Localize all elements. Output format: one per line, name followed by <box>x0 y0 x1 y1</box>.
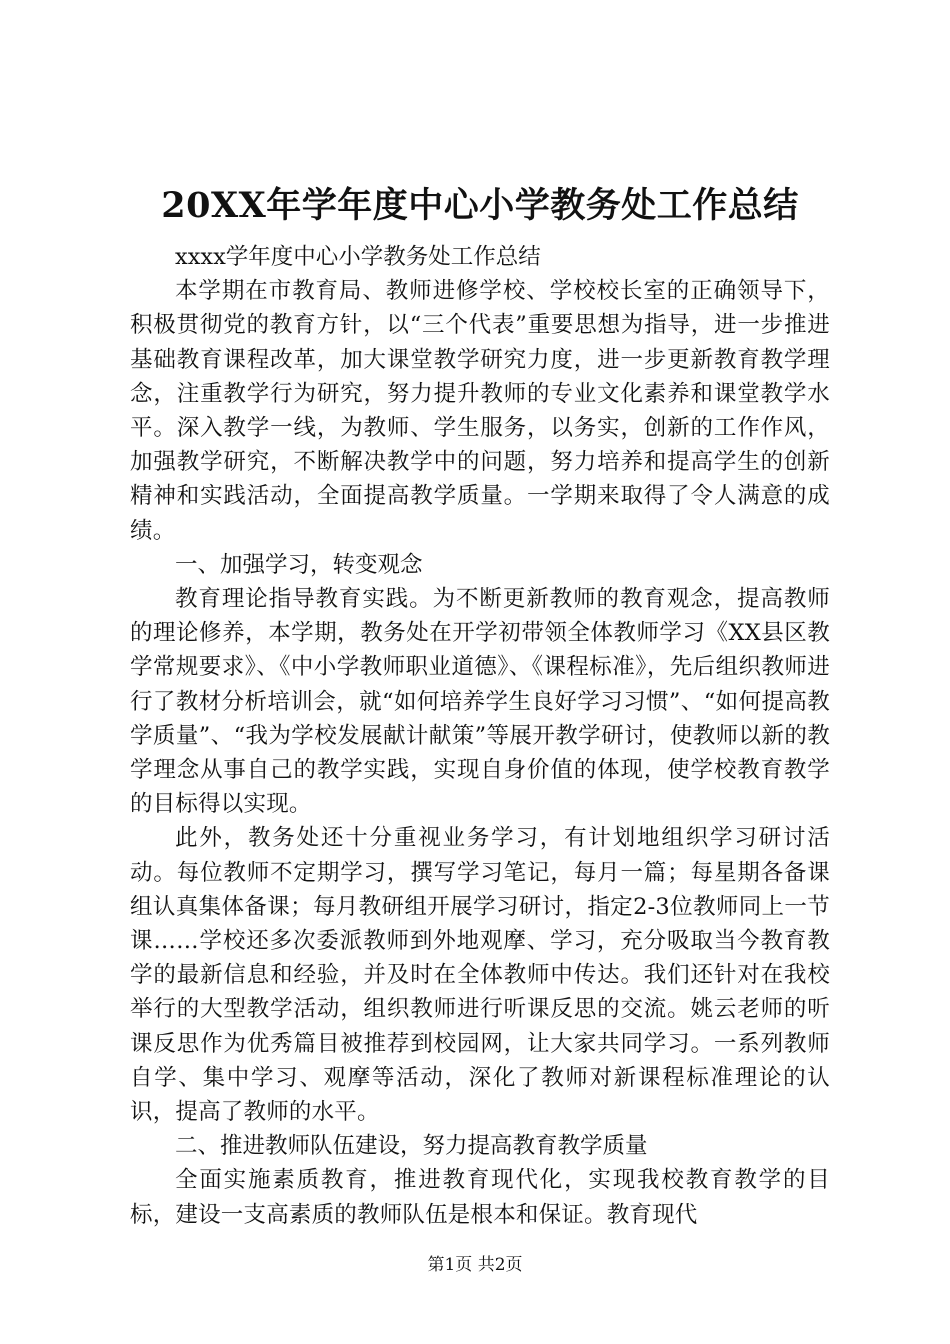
intro-paragraph: 本学期在市教育局、教师进修学校、学校校长室的正确领导下，积极贯彻党的教育方针，以“三个代表”重要思想为指导，进一步推进基础教育课程改革，加大课堂教学研究力度，进一步更新教育教学理念，注重教学行为研究，努力提升教师的专业文化素养和课堂教学水平。深入教学一线，为教师、学生服务，以务实，创新的工作作风，加强教学研究，不断解决教学中的问题，努力培养和提高学生的创新精神和实践活动，全面提高教学质量。一学期来取得了令人满意的成绩。 <box>130 278 830 544</box>
section2-heading: 二、推进教师队伍建设，努力提高教育教学质量 <box>175 1133 648 1160</box>
page-footer: 第1页 共2页 <box>427 1255 523 1275</box>
section1-heading: 一、加强学习，转变观念 <box>175 551 423 578</box>
document-page <box>130 178 830 1232</box>
document-subtitle: xxxx学年度中心小学教务处工作总结 <box>175 244 541 270</box>
section1-paragraph-2: 此外，教务处还十分重视业务学习，有计划地组织学习研讨活动。每位教师不定期学习，撰写学习笔记，每月一篇；每星期各备课组认真集体备课；每月教研组开展学习研讨，指定2-3位教师同上一节课……学校还多次委派教师到外地观摩、学习，充分吸取当今教育教学的最新信息和经验，并及时在全体教师中传达。我们还针对在我校举行的大型教学活动，组织教师进行听课反思的交流。姚云老师的听课反思作为优秀篇目被推荐到校园网，让大家共同学习。一系列教师自学、集中学习、观摩等活动，深化了教师对新课程标准理论的认识，提高了教师的水平。 <box>130 825 830 1126</box>
document-title: 20XX年学年度中心小学教务处工作总结 <box>161 185 799 226</box>
section1-paragraph-1: 教育理论指导教育实践。为不断更新教师的教育观念，提高教师的理论修养，本学期，教务处在开学初带领全体教师学习《XX县区教学常规要求》、《中小学教师职业道德》、《课程标准》，先后组织教师进行了教材分析培训会，就“如何培养学生良好学习习惯”、“如何提高教学质量”、“我为学校发展献计献策”等展开教学研讨，使教师以新的教学理念从事自己的教学实践，实现自身价值的体现，使学校教育教学的目标得以实现。 <box>130 586 830 818</box>
section2-paragraph-1: 全面实施素质教育，推进教育现代化，实现我校教育教学的目标，建设一支高素质的教师队伍是根本和保证。教育现代 <box>130 1167 830 1228</box>
